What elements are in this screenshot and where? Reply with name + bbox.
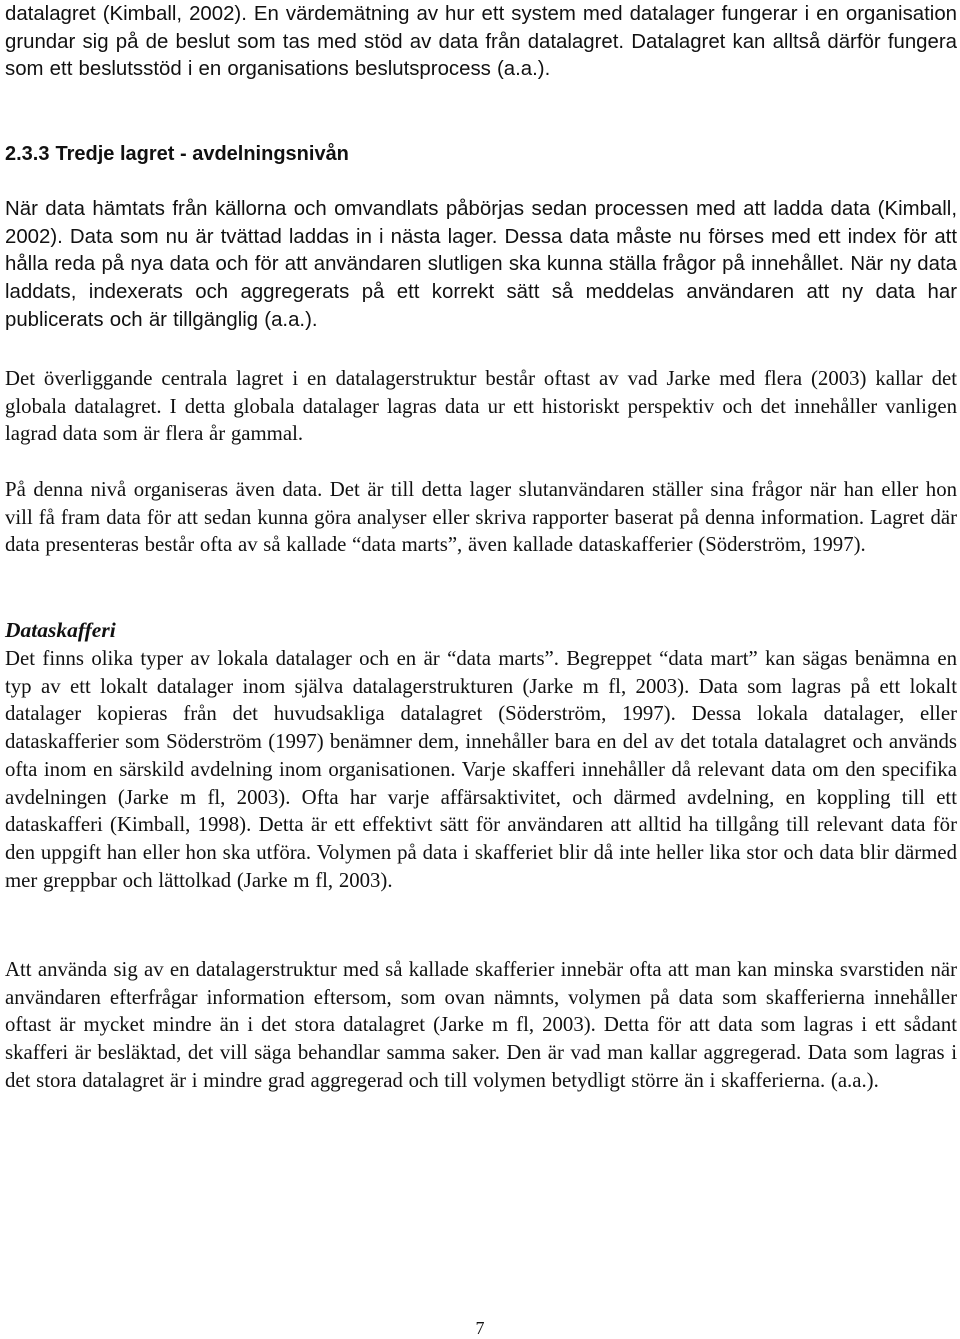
section-heading — [5, 141, 957, 167]
section-number: 2.3.3 — [5, 143, 50, 165]
intro-paragraph: datalagret (Kimball, 2002). En värdemätning av hur ett system med datalager fungerar i en organisation grundar sig på de beslut som tas med stöd av data från datalagret. Datalagret kan alltså därför fungera som ett beslutsstöd i en organisations beslutsprocess (a.a.). — [5, 3, 957, 81]
paragraph-skafferier: Att använda sig av en datalagerstruktur med så kallade skafferier innebär ofta att man kan minska svarstiden när användaren efterfrågar information eftersom, som ovan nämnts, volymen på data som skafferierna innehåller oftast är mycket mindre än i det stora datalagret (Jarke m fl, 2003). Detta för att data som lagras i ett sådant skafferi är besläktad, det vill säga behandlar samma saker. Den är vad man kallar aggregerad. Data som lagras i det stora datalagret är i mindre grad aggregerad och till volymen betydligt större än i skafferierna. (a.a.). — [5, 958, 957, 1092]
paragraph-organisering: På denna nivå organiseras även data. Det är till detta lager slutanvändaren ställer sina frågor när han eller hon vill få fram data för att sedan kunna göra analyser eller skriva rapporter baserat på denna information. Lagret där data presenteras består ofta av så kallade “data marts”, även kallade dataskafferier (Söderström, 1997). — [5, 478, 957, 557]
paragraph-loading: När data hämtats från källorna och omvandlats påbörjas sedan processen med att ladda data (Kimball, 2002). Data som nu är tvättad laddas in i nästa lager. Dessa data måste nu förses med ett index för att hålla reda på nya data och för att användaren slutligen ska kunna ställa frågor på innehållet. När ny data laddats, indexerats och aggregerats på ett korrekt sätt så meddelas användaren att ny data har publicerats och är tillgänglig (a.a.). — [5, 198, 957, 331]
paragraph-data-marts: Det finns olika typer av lokala datalager och en är “data marts”. Begreppet “data mart” kan sägas benämna en typ av ett lokalt datalager inom själva datalagerstrukturen (Jarke m fl, 2003). Data som lagras på ett lokalt datalager kopieras från det huvudsakliga datalagret (Söderström, 1997). Dessa lokala datalager, eller dataskafferier som Söderström (1997) benämner dem, innehåller bara en del av det totala datalagret och används ofta inom en särskild avdelning inom organisationen. Varje skafferi innehåller då relevant data om den specifika avdelningen (Jarke m fl, 2003). Ofta har varje affärsaktivitet, och därmed avdelning, en koppling till ett dataskafferi (Kimball, 1998). Detta är ett effektivt sätt för användaren att alltid ha tillgång till relevant data för den uppgift han eller hon ska utföra. Volymen på data i skafferiet blir då inte heller lika stor och data blir därmed mer greppbar och lättolkad (Jarke m fl, 2003). — [5, 647, 957, 892]
section-title: Tredje lagret - avdelningsnivån — [55, 143, 349, 165]
subheading-dataskafferi: Dataskafferi — [5, 618, 116, 642]
paragraph-global-datalager: Det överliggande centrala lagret i en datalagerstruktur består oftast av vad Jarke med flera (2003) kallar det globala datalagret. I detta globala datalager lagras data ur ett historiskt perspektiv och det innehåller vanligen lagrad data som är flera år gammal. — [5, 367, 957, 446]
page-number: 7 — [475, 1318, 485, 1338]
